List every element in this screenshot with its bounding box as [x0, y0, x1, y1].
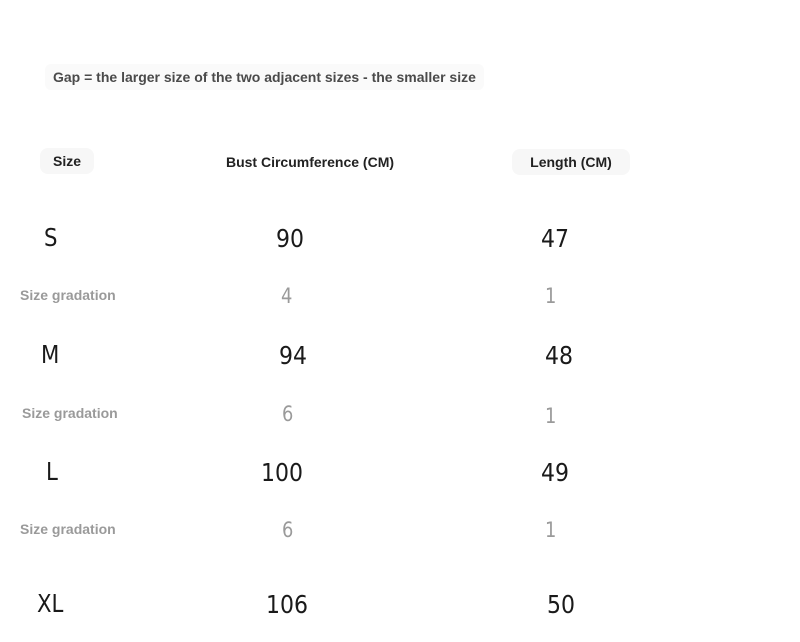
- bust-gradation-3: 6: [282, 518, 294, 542]
- column-header-bust: Bust Circumference (CM): [214, 149, 406, 175]
- size-gradation-label-3: Size gradation: [20, 521, 116, 537]
- length-gradation-1: 1: [545, 284, 557, 308]
- bust-value-s: 90: [276, 224, 304, 253]
- size-label-l: L: [46, 457, 58, 486]
- length-gradation-3: 1: [545, 518, 557, 542]
- size-label-xl: XL: [37, 589, 64, 618]
- length-value-xl: 50: [547, 590, 575, 619]
- size-gradation-label-1: Size gradation: [20, 287, 116, 303]
- length-value-l: 49: [541, 458, 569, 487]
- size-gradation-label-2: Size gradation: [22, 405, 118, 421]
- column-header-length: Length (CM): [512, 149, 630, 175]
- bust-value-m: 94: [279, 341, 307, 370]
- gap-definition-note: Gap = the larger size of the two adjacent sizes - the smaller size: [45, 64, 484, 90]
- bust-value-l: 100: [261, 458, 303, 487]
- length-gradation-2: 1: [545, 404, 557, 428]
- length-value-s: 47: [541, 224, 569, 253]
- bust-gradation-1: 4: [281, 284, 293, 308]
- column-header-size: Size: [40, 148, 94, 174]
- size-label-s: S: [44, 223, 58, 252]
- length-value-m: 48: [545, 341, 573, 370]
- size-label-m: M: [41, 340, 60, 369]
- bust-gradation-2: 6: [282, 402, 294, 426]
- bust-value-xl: 106: [266, 590, 308, 619]
